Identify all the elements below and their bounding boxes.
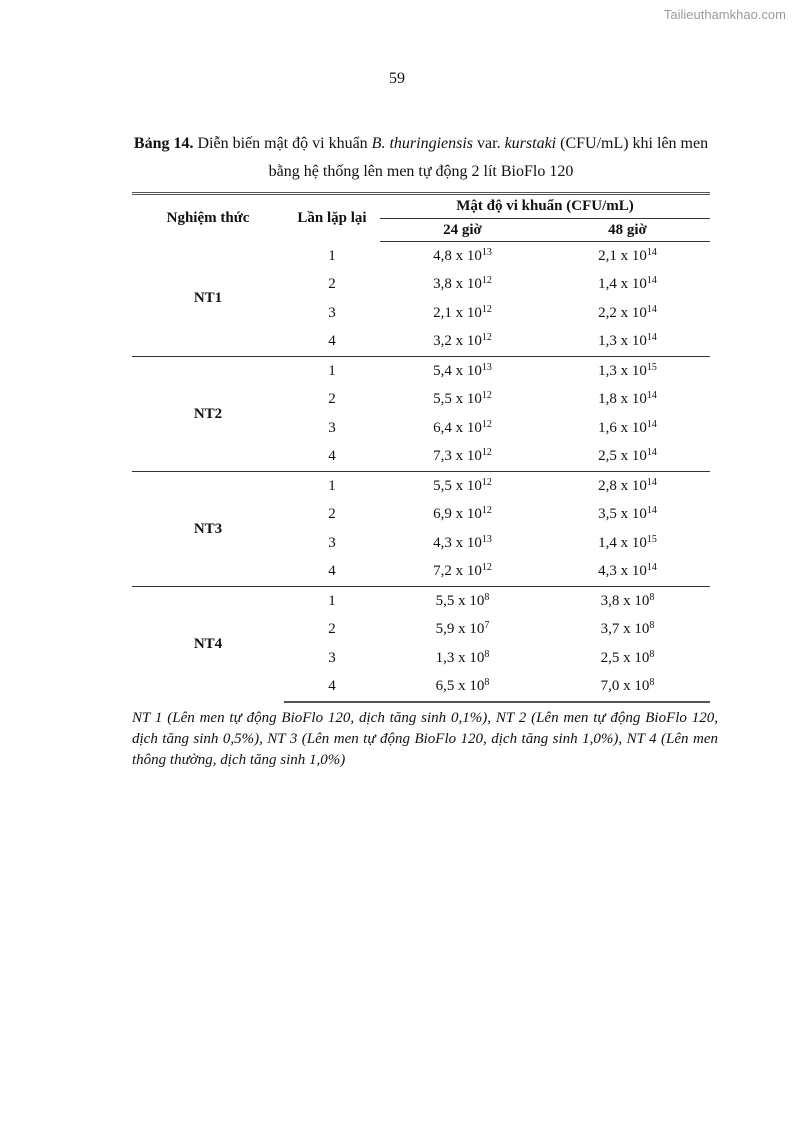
density-exponent: 8 <box>484 677 490 689</box>
replicate-cell: 4 <box>328 333 336 350</box>
density-mantissa: 3,5 x 10 <box>598 506 647 523</box>
density-mantissa: 7,2 x 10 <box>433 563 482 580</box>
density-24h-cell <box>380 299 545 328</box>
density-mantissa: 7,3 x 10 <box>433 448 482 465</box>
replicate-cell: 2 <box>328 506 336 523</box>
density-48h-cell <box>545 644 710 673</box>
density-mantissa: 1,3 x 10 <box>435 649 485 666</box>
header-treatment: Nghiệm thức <box>132 194 284 242</box>
density-exponent: 15 <box>646 361 657 373</box>
table-row <box>132 357 710 386</box>
density-mantissa: 7,0 x 10 <box>600 678 650 695</box>
replicate-cell: 2 <box>328 276 336 293</box>
replicate-cell: 4 <box>328 563 336 580</box>
treatment-cell: NT4 <box>132 587 284 703</box>
density-48h-cell <box>545 271 710 300</box>
watermark: Tailieuthamkhao.com <box>663 7 786 22</box>
density-exponent: 14 <box>646 246 657 258</box>
density-exponent: 12 <box>481 332 492 344</box>
replicate-cell: 4 <box>328 448 336 465</box>
density-48h-cell <box>545 673 710 703</box>
caption-variety: kurstaki <box>504 135 557 152</box>
caption-text-before: Diễn biến mật độ vi khuẩn <box>193 135 372 152</box>
caption-species: B. thuringiensis <box>371 135 474 152</box>
density-24h-cell <box>380 271 545 300</box>
density-exponent: 14 <box>646 476 657 488</box>
page-number: 59 <box>389 70 405 87</box>
replicate-cell: 2 <box>328 621 336 638</box>
density-exponent: 12 <box>481 562 492 574</box>
bacteria-density-table <box>132 192 710 703</box>
density-exponent: 7 <box>484 620 490 632</box>
density-24h-cell <box>380 587 545 616</box>
density-mantissa: 1,4 x 10 <box>598 276 647 293</box>
density-exponent: 13 <box>481 533 492 545</box>
density-exponent: 14 <box>646 562 657 574</box>
density-mantissa: 3,7 x 10 <box>600 621 650 638</box>
density-24h-cell <box>380 242 545 271</box>
density-exponent: 14 <box>646 332 657 344</box>
replicate-cell: 1 <box>284 472 380 501</box>
density-48h-cell <box>545 529 710 558</box>
density-48h-cell <box>545 299 710 328</box>
table-caption <box>132 130 710 186</box>
density-mantissa: 3,8 x 10 <box>433 276 482 293</box>
replicate-cell: 1 <box>328 247 336 264</box>
density-48h-cell <box>545 242 710 271</box>
density-mantissa: 1,4 x 10 <box>598 534 647 551</box>
density-48h-cell <box>545 558 710 587</box>
density-mantissa: 4,3 x 10 <box>433 534 482 551</box>
density-24h-cell <box>380 414 545 443</box>
density-mantissa: 3,8 x 10 <box>600 592 650 609</box>
density-24h-cell <box>380 558 545 587</box>
density-exponent: 8 <box>649 648 655 660</box>
density-exponent: 12 <box>481 476 492 488</box>
treatment-cell: NT1 <box>193 290 223 307</box>
density-exponent: 12 <box>481 418 492 430</box>
density-48h-cell <box>545 501 710 530</box>
header-replicate: Lần lặp lại <box>284 194 380 242</box>
density-exponent: 14 <box>646 418 657 430</box>
density-24h-cell <box>380 386 545 415</box>
density-24h-cell <box>380 328 545 357</box>
table-row <box>132 242 710 271</box>
caption-var-text: var. <box>473 135 505 152</box>
replicate-cell: 2 <box>328 391 336 408</box>
density-mantissa: 5,4 x 10 <box>433 362 482 379</box>
density-exponent: 12 <box>481 505 492 517</box>
density-48h-cell <box>545 414 710 443</box>
caption-label: Bảng 14. <box>133 135 194 152</box>
density-exponent: 14 <box>646 505 657 517</box>
data-table-container <box>132 192 710 703</box>
density-24h-cell <box>380 644 545 673</box>
density-mantissa: 1,3 x 10 <box>598 362 647 379</box>
density-24h-cell <box>380 472 545 501</box>
density-exponent: 8 <box>484 648 490 660</box>
density-exponent: 8 <box>649 620 655 632</box>
table-group-nt2 <box>132 357 710 472</box>
density-mantissa: 2,5 x 10 <box>600 649 650 666</box>
replicate-cell: 3 <box>328 534 336 551</box>
density-mantissa: 2,2 x 10 <box>598 304 647 321</box>
header-48h: 48 giờ <box>545 219 710 242</box>
density-48h-cell <box>545 357 710 386</box>
density-mantissa: 1,3 x 10 <box>598 333 647 350</box>
density-24h-cell <box>380 616 545 645</box>
density-48h-cell <box>545 587 710 616</box>
density-exponent: 12 <box>481 447 492 459</box>
density-exponent: 13 <box>481 246 492 258</box>
density-24h-cell <box>380 673 545 703</box>
density-mantissa: 5,9 x 10 <box>435 621 485 638</box>
replicate-cell: 3 <box>328 419 336 436</box>
replicate-cell: 4 <box>284 673 380 703</box>
table-row <box>132 472 710 501</box>
table-group-nt3 <box>132 472 710 587</box>
density-mantissa: 1,6 x 10 <box>598 419 647 436</box>
density-mantissa: 6,9 x 10 <box>433 506 482 523</box>
header-24h: 24 giờ <box>380 219 545 242</box>
density-mantissa: 5,5 x 10 <box>433 477 482 494</box>
treatment-cell: NT2 <box>132 357 284 472</box>
density-24h-cell <box>380 529 545 558</box>
density-exponent: 12 <box>481 303 492 315</box>
density-mantissa: 4,3 x 10 <box>598 563 647 580</box>
density-mantissa: 6,5 x 10 <box>435 678 485 695</box>
table-note: NT 1 (Lên men tự động BioFlo 120, dịch tăng sinh 0,1%), NT 2 (Lên men tự động BioFlo 120, dịch tăng sinh 0,5%), NT 3 (Lên men tự động BioFlo 120, dịch tăng sinh 1,0%), NT 4 (Lên men thông thường, dịch tăng sinh 1,0%) <box>132 710 718 768</box>
replicate-cell: 3 <box>328 649 336 666</box>
density-mantissa: 5,5 x 10 <box>433 391 482 408</box>
density-exponent: 14 <box>646 447 657 459</box>
density-exponent: 14 <box>646 275 657 287</box>
density-48h-cell <box>545 443 710 472</box>
caption-text-after: (CFU/mL) khi lên men bằng hệ thống lên men tự động 2 lít BioFlo 120 <box>268 135 709 180</box>
density-exponent: 12 <box>481 390 492 402</box>
density-24h-cell <box>380 501 545 530</box>
density-mantissa: 5,5 x 10 <box>435 592 485 609</box>
density-24h-cell <box>380 357 545 386</box>
density-mantissa: 3,2 x 10 <box>433 333 482 350</box>
replicate-cell: 1 <box>284 587 380 616</box>
density-mantissa: 2,1 x 10 <box>433 304 482 321</box>
density-mantissa: 1,8 x 10 <box>598 391 647 408</box>
density-48h-cell <box>545 386 710 415</box>
density-exponent: 14 <box>646 390 657 402</box>
table-row <box>132 587 710 616</box>
density-mantissa: 2,8 x 10 <box>598 477 647 494</box>
replicate-cell: 3 <box>328 304 336 321</box>
density-48h-cell <box>545 616 710 645</box>
density-48h-cell <box>545 328 710 357</box>
density-mantissa: 2,5 x 10 <box>598 448 647 465</box>
density-24h-cell <box>380 443 545 472</box>
density-48h-cell <box>545 472 710 501</box>
density-exponent: 14 <box>646 303 657 315</box>
density-exponent: 8 <box>649 677 655 689</box>
table-group-nt1 <box>132 242 710 357</box>
table-group-nt4 <box>132 587 710 703</box>
replicate-cell: 1 <box>284 357 380 386</box>
density-exponent: 8 <box>484 591 490 603</box>
density-mantissa: 2,1 x 10 <box>598 247 647 264</box>
density-exponent: 13 <box>481 361 492 373</box>
density-mantissa: 6,4 x 10 <box>433 419 482 436</box>
density-exponent: 12 <box>481 275 492 287</box>
density-mantissa: 4,8 x 10 <box>433 247 482 264</box>
density-exponent: 8 <box>649 591 655 603</box>
density-exponent: 15 <box>646 533 657 545</box>
header-density: Mật độ vi khuẩn (CFU/mL) <box>380 194 710 219</box>
treatment-cell: NT3 <box>132 472 284 587</box>
